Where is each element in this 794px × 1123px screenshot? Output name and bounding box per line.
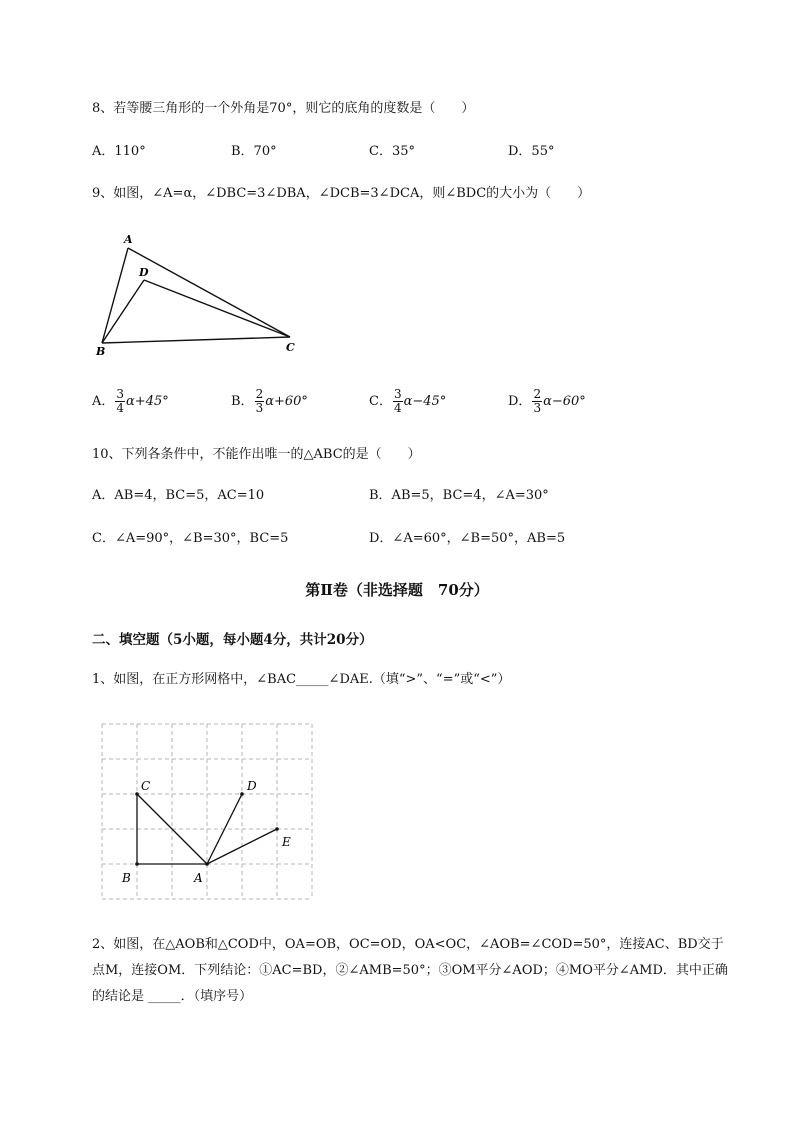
segment-bc: [102, 337, 290, 343]
fill2-line1: 2、如图，在△AOB和△COD中，OA=OB，OC=OD，OA<OC，∠AOB=∠COD=50°，连接AC、BD交于: [92, 937, 724, 952]
q9-option-a-letter: A．: [92, 394, 115, 409]
fill1-label-c: C: [141, 779, 151, 793]
fill1-stem: 1、如图，在正方形网格中，∠BAC_____∠DAE.（填“>”、“=”或“<”）: [92, 672, 511, 687]
fill2-line3: 的结论是 _____．（填序号）: [92, 989, 253, 1004]
q9-option-a: A． $\frac{3}{4}$ α+45°: [92, 387, 169, 415]
fraction: $\frac{2}{3}$: [533, 387, 542, 415]
segment-db: [102, 280, 144, 343]
q10-option-a: A．AB=4，BC=5，AC=10: [92, 488, 265, 503]
fraction: $\frac{2}{3}$: [255, 387, 264, 415]
q8-option-a: A．110°: [92, 144, 146, 159]
q8-stem: 8、若等腰三角形的一个外角是70°，则它的底角的度数是（ ）: [92, 101, 475, 116]
q9-stem: 9、如图，∠A=α，∠DBC=3∠DBA，∠DCB=3∠DCA，则∠BDC的大小为（ ）: [92, 186, 591, 201]
fill1-label-e: E: [282, 835, 291, 849]
fill1-label-d: D: [247, 779, 257, 793]
section2-title: 二、填空题（5小题，每小题4分，共计20分）: [92, 632, 373, 648]
q9-option-b-letter: B．: [231, 394, 254, 409]
q9-label-b: B: [96, 345, 106, 358]
q10-stem: 10、下列各条件中，不能作出唯一的△ABC的是（ ）: [92, 447, 421, 462]
q9-label-a: A: [124, 233, 133, 246]
segment-ab: [102, 248, 128, 343]
q10-option-b: B．AB=5，BC=4，∠A=30°: [369, 488, 549, 503]
q9-label-c: C: [286, 341, 295, 354]
segment-ac: [128, 248, 290, 337]
q8-option-d: D．55°: [508, 144, 555, 159]
q9-option-d: D． $\frac{2}{3}$ α−60°: [508, 387, 586, 415]
q9-option-c-letter: C．: [369, 394, 392, 409]
segment-dc: [144, 280, 290, 337]
fill1-label-a: A: [194, 871, 203, 885]
fraction: $\frac{3}{4}$: [393, 387, 402, 415]
part2-title: 第Ⅱ卷（非选择题 70分）: [305, 581, 489, 599]
q10-option-d: D．∠A=60°，∠B=50°，AB=5: [369, 531, 566, 546]
q9-triangle-figure: [90, 230, 310, 360]
fraction: $\frac{3}{4}$: [116, 387, 125, 415]
q8-option-b: B．70°: [231, 144, 277, 159]
fill1-label-b: B: [122, 871, 131, 885]
grid-lines: [102, 724, 312, 899]
q9-label-d: D: [139, 266, 149, 279]
q9-option-b: B． $\frac{2}{3}$ α+60°: [231, 387, 308, 415]
fill1-grid-figure: [98, 720, 313, 905]
q9-option-d-letter: D．: [508, 394, 532, 409]
q9-option-c: C． $\frac{3}{4}$ α−45°: [369, 387, 447, 415]
q8-option-c: C．35°: [369, 144, 415, 159]
q10-option-c: C．∠A=90°，∠B=30°，BC=5: [92, 531, 289, 546]
fill2-line2: 点M，连接OM．下列结论：①AC=BD，②∠AMB=50°；③OM平分∠AOD；④MO平分∠AMD．其中正确: [92, 963, 728, 978]
